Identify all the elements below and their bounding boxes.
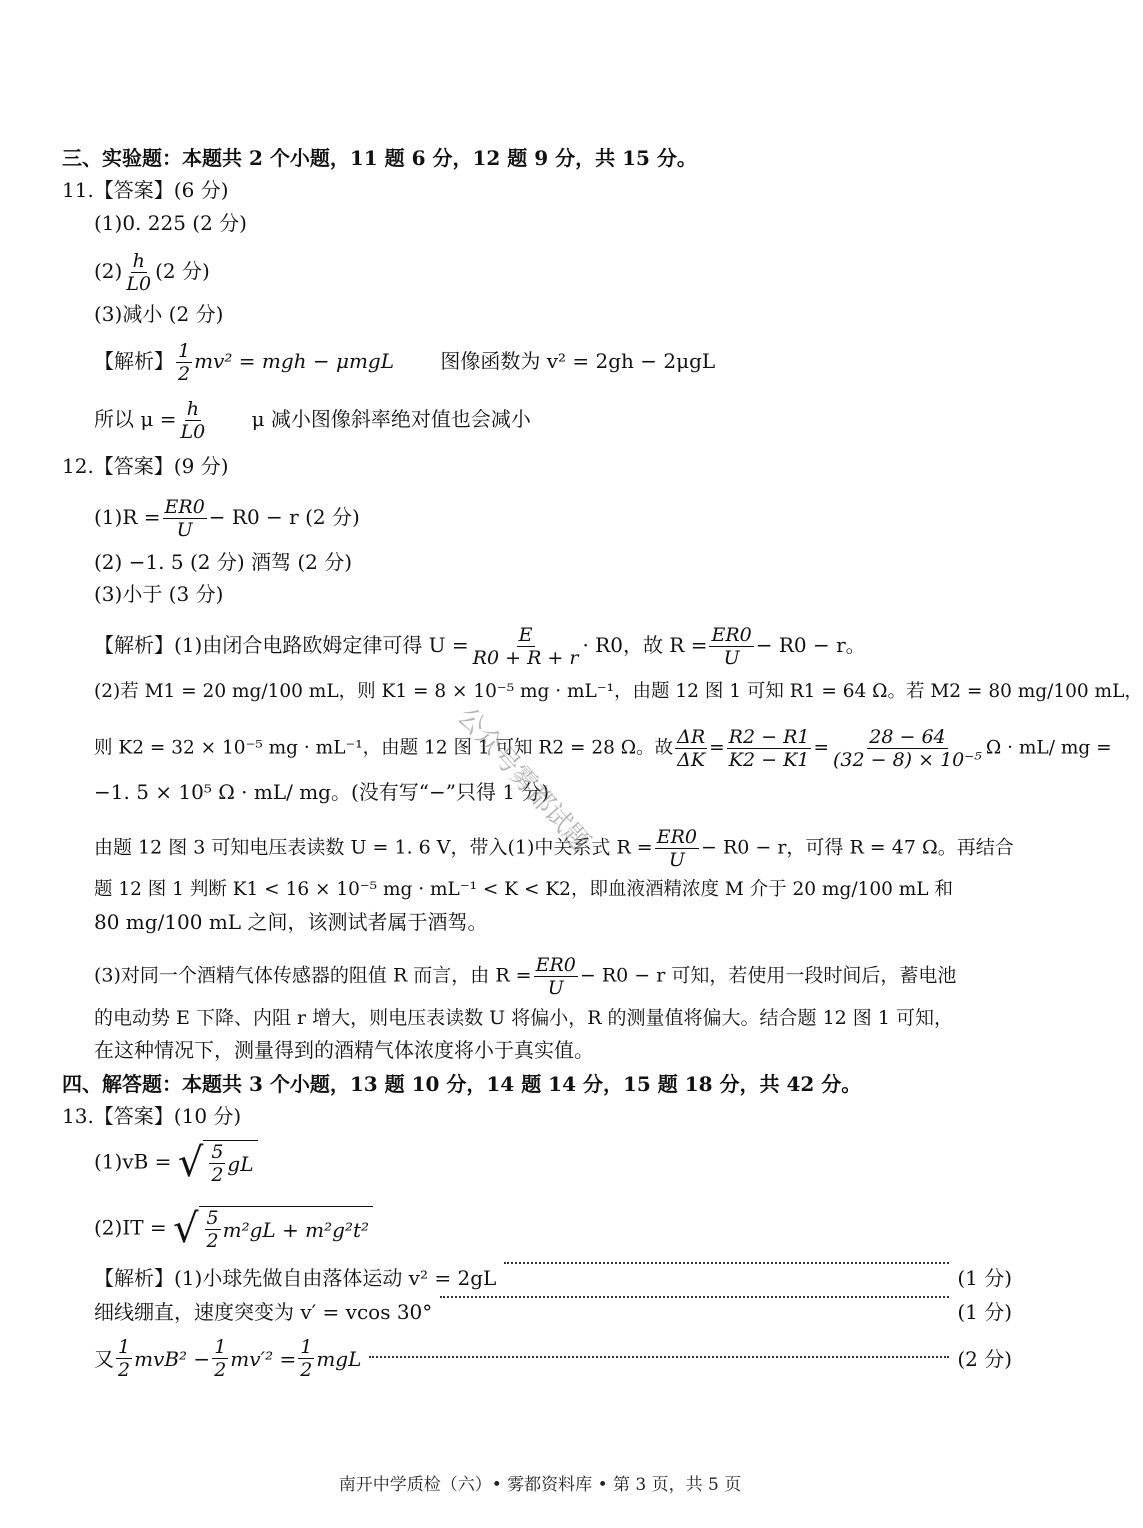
q13-explanation-2: 细线绷直，速度突变为 v′ = vcos 30° (1 分): [94, 1298, 1012, 1326]
q12-explanation-7: 80 mg/100 mL 之间，该测试者属于酒驾。: [94, 910, 488, 934]
q12-answer-2: (2) −1. 5 (2 分) 酒驾 (2 分): [94, 550, 353, 574]
q12-explanation-5: 由题 12 图 3 可知电压表读数 U = 1. 6 V，带入(1)中关系式 R = $\frac{ER0}{U}$ − R0 − r，可得 R = 47 Ω。再结合: [94, 826, 1014, 871]
mu-fraction: $\frac{h}{L0}$: [180, 398, 206, 443]
e1-fraction-1: $\frac{E}{R0 + R + r}$: [472, 624, 579, 669]
q11-answer-1: (1)0. 225 (2 分): [94, 211, 247, 235]
page-footer: 南开中学质检（六）• 雾都资料库 • 第 3 页，共 5 页: [338, 1475, 742, 1495]
q11-heading: 11.【答案】(6 分): [62, 178, 229, 202]
section4-title: 四、解答题：本题共 3 个小题，13 题 10 分，14 题 14 分，15 题 18 分，共 42 分。: [62, 1072, 862, 1096]
half-fraction: $\frac{1}{2}$: [178, 340, 191, 385]
q11-explanation-2: 所以 μ = $\frac{h}{L0}$ μ 减小图像斜率绝对值也会减小: [94, 398, 531, 443]
q12-explanation-8: (3)对同一个酒精气体传感器的阻值 R 而言，由 R = $\frac{ER0}{U}$ − R0 − r 可知，若使用一段时间后，蓄电池: [94, 954, 957, 999]
e3-half-3: $\frac{1}{2}$: [300, 1336, 313, 1381]
a2-fraction: $\frac{5}{2}$: [206, 1207, 219, 1252]
e3-fraction-3: $\frac{28 - 64}{\text{(32 − 8) × 10⁻⁵}}$: [832, 726, 982, 771]
e1-fraction-2: $\frac{ER0}{U}$: [711, 624, 752, 669]
section3-title: 三、实验题：本题共 2 个小题，11 题 6 分，12 题 9 分，共 15 分。: [62, 146, 697, 170]
q13-heading: 13.【答案】(10 分): [62, 1104, 242, 1128]
q12-explanation-3: 则 K2 = 32 × 10⁻⁵ mg · mL⁻¹，由题 12 图 1 可知 R2 = 28 Ω。故 $\frac{\Delta R}{\Delta K}$ = $\frac{R2 - R1}{K2 - K1}$ = $\frac{28 - 64}{\text{(32 − 8) × 10⁻⁵}}$ Ω · mL/ mg =: [94, 726, 1112, 771]
e3-half-1: $\frac{1}{2}$: [118, 1336, 131, 1381]
q13-explanation-3: 又 $\frac{1}{2}$ mvB² − $\frac{1}{2}$ mv′² = $\frac{1}{2}$ mgL (2 分): [94, 1336, 1012, 1381]
q12-explanation-9: 的电动势 E 下降、内阻 r 增大，则电压表读数 U 将偏小，R 的测量值将偏大。结合题 12 图 1 可知，: [94, 1007, 953, 1029]
e8-fraction: $\frac{ER0}{U}$: [535, 954, 576, 999]
q12-answer-1: (1)R = $\frac{ER0}{U}$ − R0 − r (2 分): [94, 496, 360, 541]
q12-explanation-6: 题 12 图 1 判断 K1 < 16 × 10⁻⁵ mg · mL⁻¹ < K < K2，即血液酒精浓度 M 介于 20 mg/100 mL 和: [94, 879, 953, 900]
q12-answer-1-fraction: $\frac{ER0}{U}$: [164, 496, 205, 541]
q13-explanation-1: 【解析】(1)小球先做自由落体运动 v² = 2gL (1 分): [94, 1264, 1012, 1292]
q12-answer-3: (3)小于 (3 分): [94, 582, 224, 606]
a1-fraction: $\frac{5}{2}$: [211, 1141, 224, 1186]
e3-fraction-1: $\frac{\Delta R}{\Delta K}$: [677, 726, 706, 771]
q11-answer-2: (2) $\frac{h}{L0}$ (2 分): [94, 250, 210, 295]
q12-heading: 12.【答案】(9 分): [62, 454, 229, 478]
q13-answer-1: (1)vB = √ $\frac{5}{2}$ gL: [94, 1140, 258, 1186]
q12-explanation-10: 在这种情况下，测量得到的酒精气体浓度将小于真实值。: [94, 1038, 594, 1062]
q12-explanation-2: (2)若 M1 = 20 mg/100 mL，则 K1 = 8 × 10⁻⁵ mg · mL⁻¹，由题 12 图 1 可知 R1 = 64 Ω。若 M2 = 80 mg/100 mL，: [94, 681, 1143, 702]
sqrt-expression-1: √ $\frac{5}{2}$ gL: [178, 1140, 258, 1186]
q12-explanation-4: −1. 5 × 10⁵ Ω · mL/ mg。(没有写“−”只得 1 分): [94, 780, 550, 804]
e5-fraction: $\frac{ER0}{U}$: [656, 826, 697, 871]
q13-answer-2: (2)IT = √ $\frac{5}{2}$ m²gL + m²g²t²: [94, 1206, 373, 1252]
q12-explanation-1: 【解析】(1)由闭合电路欧姆定律可得 U = $\frac{E}{R0 + R + r}$ · R0，故 R = $\frac{ER0}{U}$ − R0 − r。: [94, 624, 866, 669]
watermark: 公众号雾都试题: [451, 702, 596, 858]
sqrt-expression-2: √ $\frac{5}{2}$ m²gL + m²g²t²: [173, 1206, 373, 1252]
q11-explanation-1: 【解析】 $\frac{1}{2}$ mv² = mgh − μmgL 图像函数为 v² = 2gh − 2μgL: [94, 340, 716, 385]
q11-answer-3: (3)减小 (2 分): [94, 302, 224, 326]
e3-half-2: $\frac{1}{2}$: [214, 1336, 227, 1381]
e3-fraction-2: $\frac{R2 - R1}{K2 - K1}$: [728, 726, 810, 771]
q11-answer-2-fraction: $\frac{h}{L0}$: [126, 250, 152, 295]
